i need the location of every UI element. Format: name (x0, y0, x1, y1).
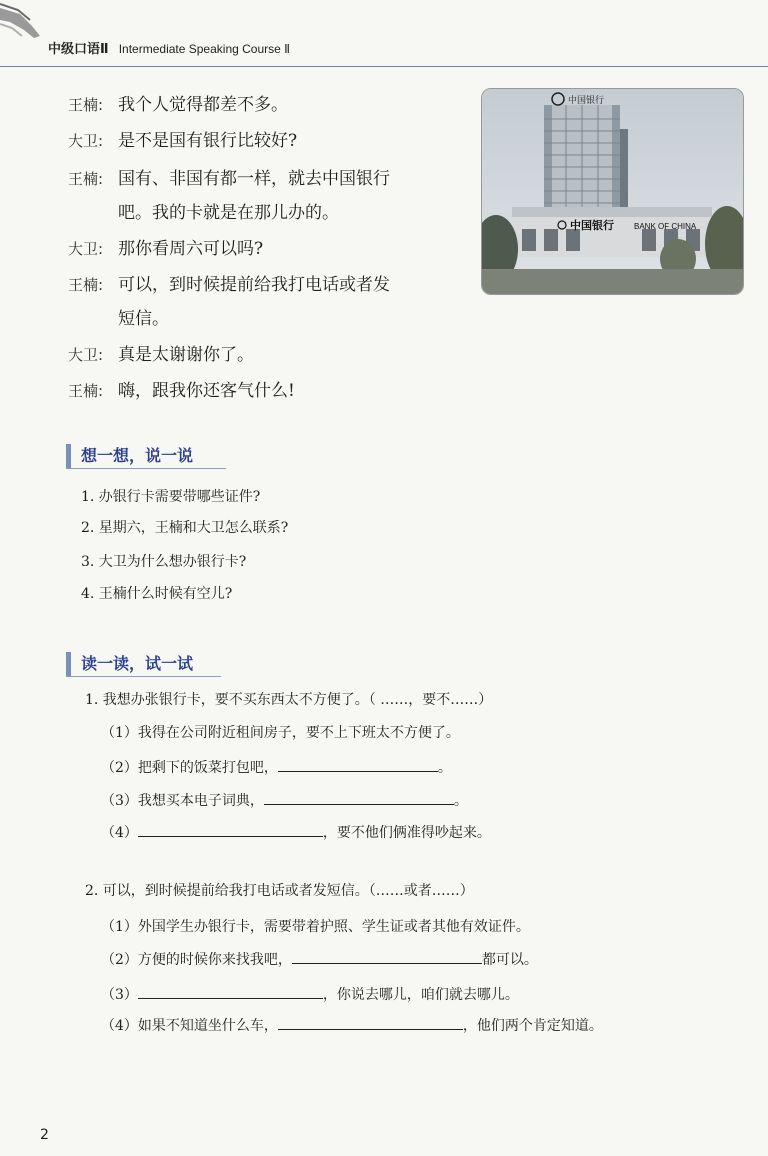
dialogue-line: 王楠: 我个人觉得都差不多。 (68, 95, 288, 115)
fill-in-item: （2）把剩下的饭菜打包吧， 。 (101, 757, 452, 777)
dialogue-line: 大卫: 真是太谢谢你了。 (68, 345, 254, 365)
dialogue-line: 王楠: 可以，到时候提前给我打电话或者发 (68, 275, 390, 295)
section-title: 读一读，试一试 (66, 652, 193, 676)
fill-in-item: （4） ，要不他们俩准得吵起来。 (101, 822, 491, 842)
exercise-prompt: 2. 可以，到时候提前给我打电话或者发短信。（……或者……） (85, 883, 474, 899)
section-title: 想一想，说一说 (66, 444, 193, 468)
dialogue-line-continued: 吧。我的卡就是在那儿办的。 (118, 203, 339, 223)
fill-in-item: （4）如果不知道坐什么车， ，他们两个肯定知道。 (101, 1015, 603, 1035)
pagoda-roof-icon (0, 0, 46, 40)
book-title: 中级口语Ⅱ Intermediate Speaking Course Ⅱ (48, 42, 291, 57)
answer-blank[interactable] (138, 822, 323, 837)
dialogue-line: 王楠: 国有、非国有都一样，就去中国银行 (68, 169, 390, 189)
dialogue-line: 大卫: 那你看周六可以吗? (68, 239, 264, 259)
page-header (0, 0, 768, 67)
section-underline (66, 468, 226, 469)
fill-in-item: （3） ，你说去哪儿，咱们就去哪儿。 (101, 984, 519, 1004)
dialogue-line-continued: 短信。 (118, 309, 169, 329)
example-sentence: （1）我得在公司附近租间房子，要不上下班太不方便了。 (101, 725, 460, 741)
svg-text:BANK OF CHINA: BANK OF CHINA (634, 222, 697, 231)
page-number: 2 (40, 1127, 49, 1143)
answer-blank[interactable] (264, 790, 454, 805)
dialogue-line: 王楠: 嗨，跟我你还客气什么! (68, 381, 295, 401)
question: 3. 大卫为什么想办银行卡? (81, 554, 247, 570)
svg-text:中国银行: 中国银行 (570, 219, 614, 232)
section-underline (66, 676, 221, 677)
answer-blank[interactable] (278, 757, 438, 772)
bank-of-china-photo (481, 88, 744, 295)
answer-blank[interactable] (292, 949, 482, 964)
answer-blank[interactable] (278, 1015, 463, 1030)
fill-in-item: （2）方便的时候你来找我吧， 都可以。 (101, 949, 538, 969)
fill-in-item: （3）我想买本电子词典， 。 (101, 790, 468, 810)
question: 4. 王楠什么时候有空儿? (81, 586, 233, 602)
example-sentence: （1）外国学生办银行卡，需要带着护照、学生证或者其他有效证件。 (101, 919, 530, 935)
svg-text:中国银行: 中国银行 (568, 96, 605, 106)
dialogue-line: 大卫: 是不是国有银行比较好? (68, 131, 298, 151)
question: 1. 办银行卡需要带哪些证件? (81, 489, 261, 505)
answer-blank[interactable] (138, 984, 323, 999)
question: 2. 星期六，王楠和大卫怎么联系? (81, 520, 289, 536)
exercise-prompt: 1. 我想办张银行卡，要不买东西太不方便了。（ ……，要不……） (85, 692, 493, 708)
